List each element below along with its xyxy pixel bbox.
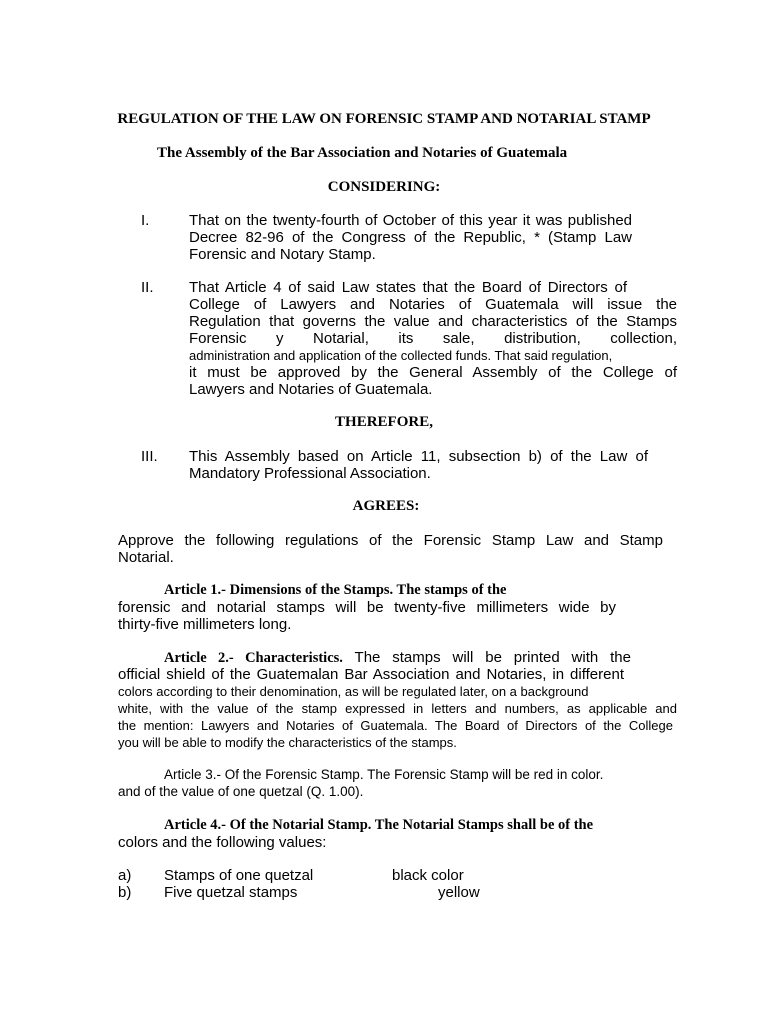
list-item-color: yellow [438,884,480,901]
text-line: Mandatory Professional Association. [189,465,431,482]
therefore-heading: THEREFORE, [335,414,433,430]
article-1-body [118,599,616,633]
text-line: administration and application of the collected funds. That said regulation, [189,348,613,363]
text-line: colors according to their denomination, as will be regulated later, on a background [118,684,589,699]
text-line: thirty-five millimeters long. [118,616,292,633]
article-4-second-line: colors and the following values: [118,834,327,851]
text-line: That on the twenty-fourth of October of this year it was published [189,212,632,229]
item-number: II. [141,279,154,296]
text-line: forensic and notarial stamps will be twenty-five millimeters wide by [118,599,616,616]
therefore-item-3 [189,448,648,482]
text-line: official shield of the Guatemalan Bar Association and Notaries, in different [118,666,624,683]
article-3-second-line: and of the value of one quetzal (Q. 1.00). [118,784,364,799]
article-2-heading: Article 2.- Characteristics. [164,650,343,666]
list-item-letter: b) [118,884,132,901]
text-line: College of Lawyers and Notaries of Guatemala will issue the [189,296,677,313]
text-line: Forensic y Notarial, its sale, distribution, collection, [189,330,677,347]
text-line: the mention: Lawyers and Notaries of Guatemala. The Board of Directors of the College [118,718,673,733]
document-subtitle: The Assembly of the Bar Association and Notaries of Guatemala [157,145,568,161]
list-item-label: Stamps of one quetzal [164,867,314,884]
text-line: Forensic and Notary Stamp. [189,246,376,263]
text-line: white, with the value of the stamp expressed in letters and numbers, as applicable and [118,701,677,716]
text-line: Decree 82-96 of the Congress of the Republic, * (Stamp Law [189,229,632,246]
text-line: That Article 4 of said Law states that the Board of Directors of [189,279,627,296]
document-title: REGULATION OF THE LAW ON FORENSIC STAMP AND NOTARIAL STAMP [117,111,651,127]
article-4-heading: Article 4.- Of the Notarial Stamp. The Notarial Stamps shall be of the [164,817,594,833]
text-line: This Assembly based on Article 11, subsection b) of the Law of [189,448,648,465]
text-line: Lawyers and Notaries of Guatemala. [189,381,433,398]
item-number: III. [141,448,158,465]
text-line: Notarial. [118,549,174,566]
text-line: you will be able to modify the characteristics of the stamps. [118,735,457,750]
text-line: Regulation that governs the value and characteristics of the Stamps [189,313,677,330]
text-line: Approve the following regulations of the Forensic Stamp Law and Stamp [118,532,663,549]
list-item-color: black color [392,867,464,884]
list-item-letter: a) [118,867,132,884]
considering-heading: CONSIDERING: [327,179,441,195]
list-item-label: Five quetzal stamps [164,884,298,901]
considering-item-2 [189,279,677,398]
approve-paragraph [118,532,663,566]
text-line [164,649,631,666]
article-3-first-line: Article 3.- Of the Forensic Stamp. The Forensic Stamp will be red in color. [164,767,604,782]
article-1-heading: Article 1.- Dimensions of the Stamps. The stamps of the [164,582,507,598]
article-2-body [118,666,677,751]
item-number: I. [141,212,150,229]
article-2-first-rest: The stamps will be printed with the [354,649,631,666]
considering-item-1 [189,212,632,263]
article-2-first-line [164,649,631,666]
agrees-heading: AGREES: [352,498,420,514]
text-line: it must be approved by the General Assembly of the College of [189,364,677,381]
